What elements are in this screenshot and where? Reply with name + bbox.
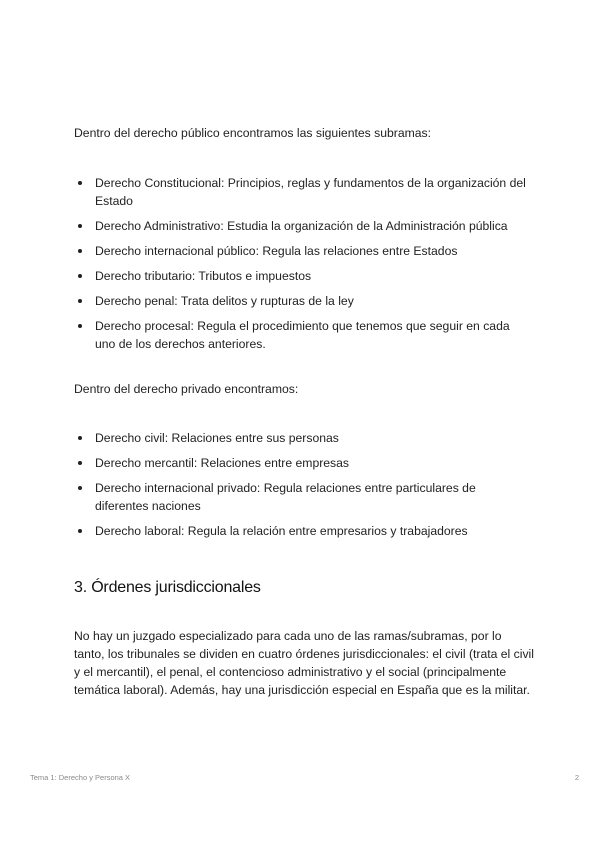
intro-private-text: Dentro del derecho privado encontramos: — [74, 382, 299, 396]
list-item — [74, 317, 530, 353]
bullet-icon — [78, 486, 82, 490]
bullet-icon — [78, 529, 82, 533]
list-item — [74, 242, 530, 260]
list-item — [74, 522, 530, 540]
private-branches-list — [74, 429, 530, 547]
footer-document-title: Tema 1: Derecho y Persona X — [30, 773, 131, 782]
list-item — [74, 217, 530, 235]
bullet-icon — [78, 274, 82, 278]
list-item-text: Derecho procesal: Regula el procedimiento que tenemos que seguir en cada uno de los derechos anteriores. — [95, 319, 510, 351]
list-item — [74, 292, 530, 310]
bullet-icon — [78, 436, 82, 440]
list-item — [74, 479, 530, 515]
list-item-text: Derecho tributario: Tributos e impuestos — [95, 269, 312, 283]
list-item — [74, 429, 530, 447]
bullet-icon — [78, 249, 82, 253]
section-body-text: No hay un juzgado especializado para cada uno de las ramas/subramas, por lo tanto, los tribunales se dividen en cuatro órdenes jurisdiccionales: el civil (trata el civil y el mercantil), el penal, el contencioso administrativo y el social (principalmente temática laboral). Además, hay una jurisdicción especial en España que es la militar. — [74, 629, 534, 697]
list-item-text: Derecho mercantil: Relaciones entre empresas — [95, 456, 350, 470]
section-heading: 3. Órdenes jurisdiccionales — [74, 579, 261, 596]
list-item — [74, 454, 530, 472]
list-item-text: Derecho internacional público: Regula las relaciones entre Estados — [95, 244, 458, 258]
list-item-text: Derecho internacional privado: Regula relaciones entre particulares de diferentes naciones — [95, 481, 476, 513]
list-item-text: Derecho civil: Relaciones entre sus personas — [95, 431, 339, 445]
footer-page-number: 2 — [574, 773, 579, 782]
list-item-text: Derecho Constitucional: Principios, reglas y fundamentos de la organización del Estado — [95, 176, 526, 208]
list-item — [74, 174, 530, 210]
list-item-text: Derecho Administrativo: Estudia la organización de la Administración pública — [95, 219, 508, 233]
bullet-icon — [78, 224, 82, 228]
list-item — [74, 267, 530, 285]
bullet-icon — [78, 461, 82, 465]
list-item-text: Derecho laboral: Regula la relación entre empresarios y trabajadores — [95, 524, 468, 538]
intro-public-text: Dentro del derecho público encontramos las siguientes subramas: — [74, 126, 432, 140]
public-branches-list — [74, 174, 530, 360]
bullet-icon — [78, 299, 82, 303]
list-item-text: Derecho penal: Trata delitos y rupturas de la ley — [95, 294, 354, 308]
bullet-icon — [78, 181, 82, 185]
bullet-icon — [78, 324, 82, 328]
